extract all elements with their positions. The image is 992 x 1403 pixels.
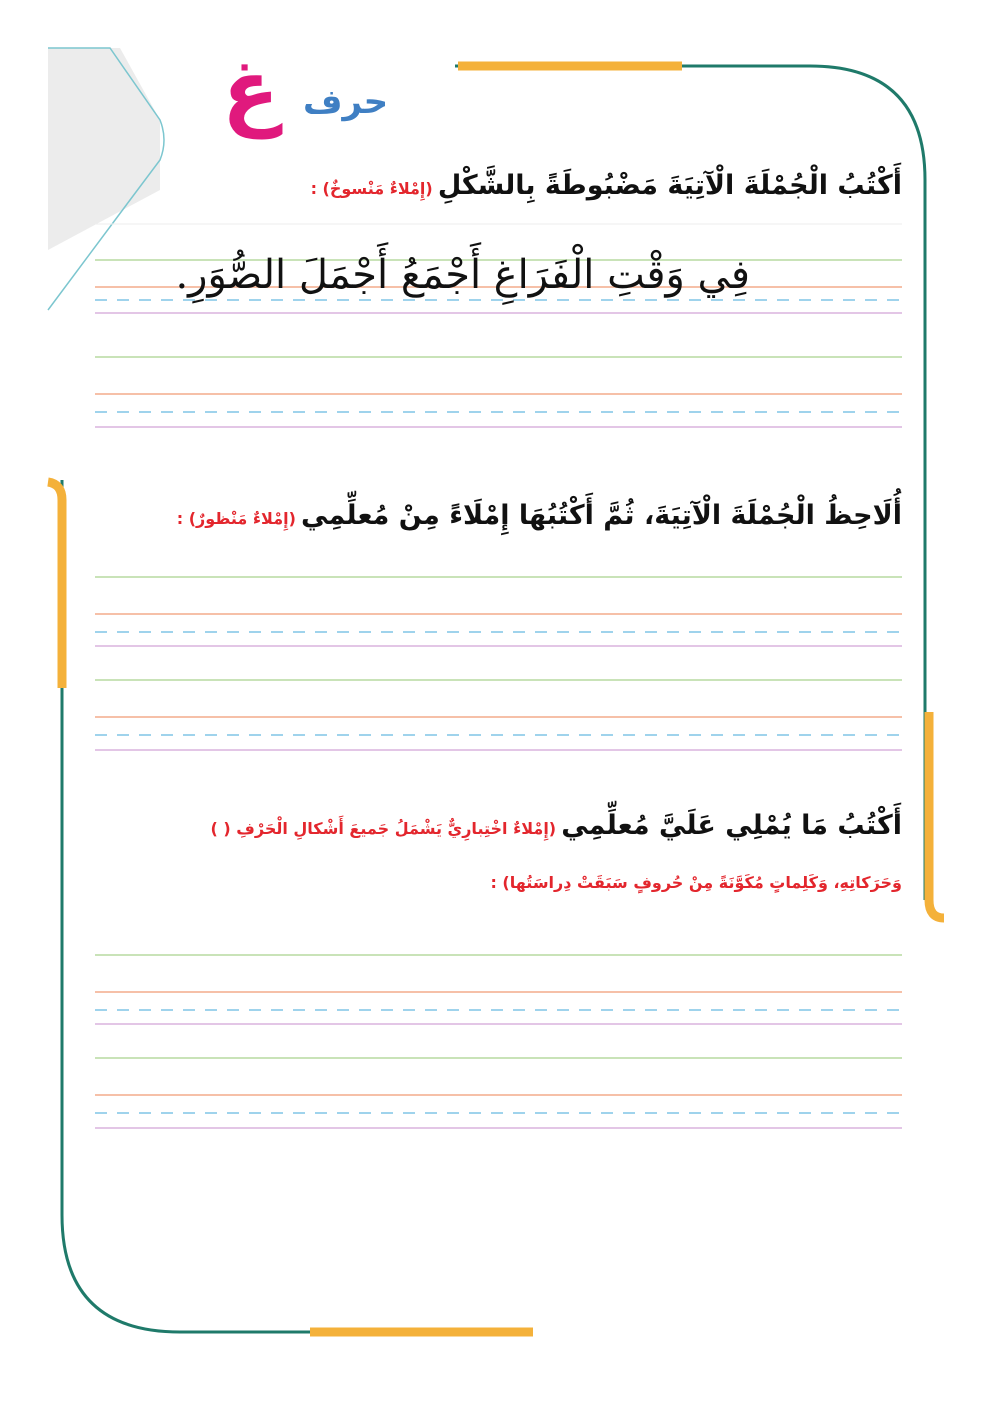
section3-note-line1: (إِمْلاءٌ اخْتِبارِيٌّ يَشْمَلُ جَميعَ أَشْكالِ الْحَرْفِ ( ) <box>210 819 557 838</box>
section3-instruction: أَكْتُبُ مَا يُمْلِي عَلَيَّ مُعلِّمِي <box>561 810 902 841</box>
section2-instruction: أُلَاحِظُ الْجُمْلَةَ الْآتِيَةَ، ثُمَّ أَكْتُبُهَا إِمْلَاءً مِنْ مُعلِّمِي <box>301 500 902 531</box>
title-word: حرف <box>303 82 389 122</box>
section3-note-line2: وَحَرَكاتِهِ، وَكَلِماتٍ مُكَوَّنَةً مِنْ حُروفٍ سَبَقَتْ دِراسَتُها) : <box>490 873 902 892</box>
section2-note: (إِمْلاءٌ مَنْظورٌ) : <box>176 509 296 528</box>
title-letter: غ <box>222 41 280 139</box>
section1-example: فِي وَقْتِ الْفَرَاغِ أَجْمَعُ أَجْمَلَ الصُّوَرِ. <box>175 252 750 298</box>
section1-note: (إِمْلاءٌ مَنْسوخٌ) : <box>310 179 433 198</box>
section1-instruction: أَكْتُبُ الْجُمْلَةَ الْآتِيَةَ مَضْبُوطَةً بِالشَّكْلِ <box>437 170 902 201</box>
